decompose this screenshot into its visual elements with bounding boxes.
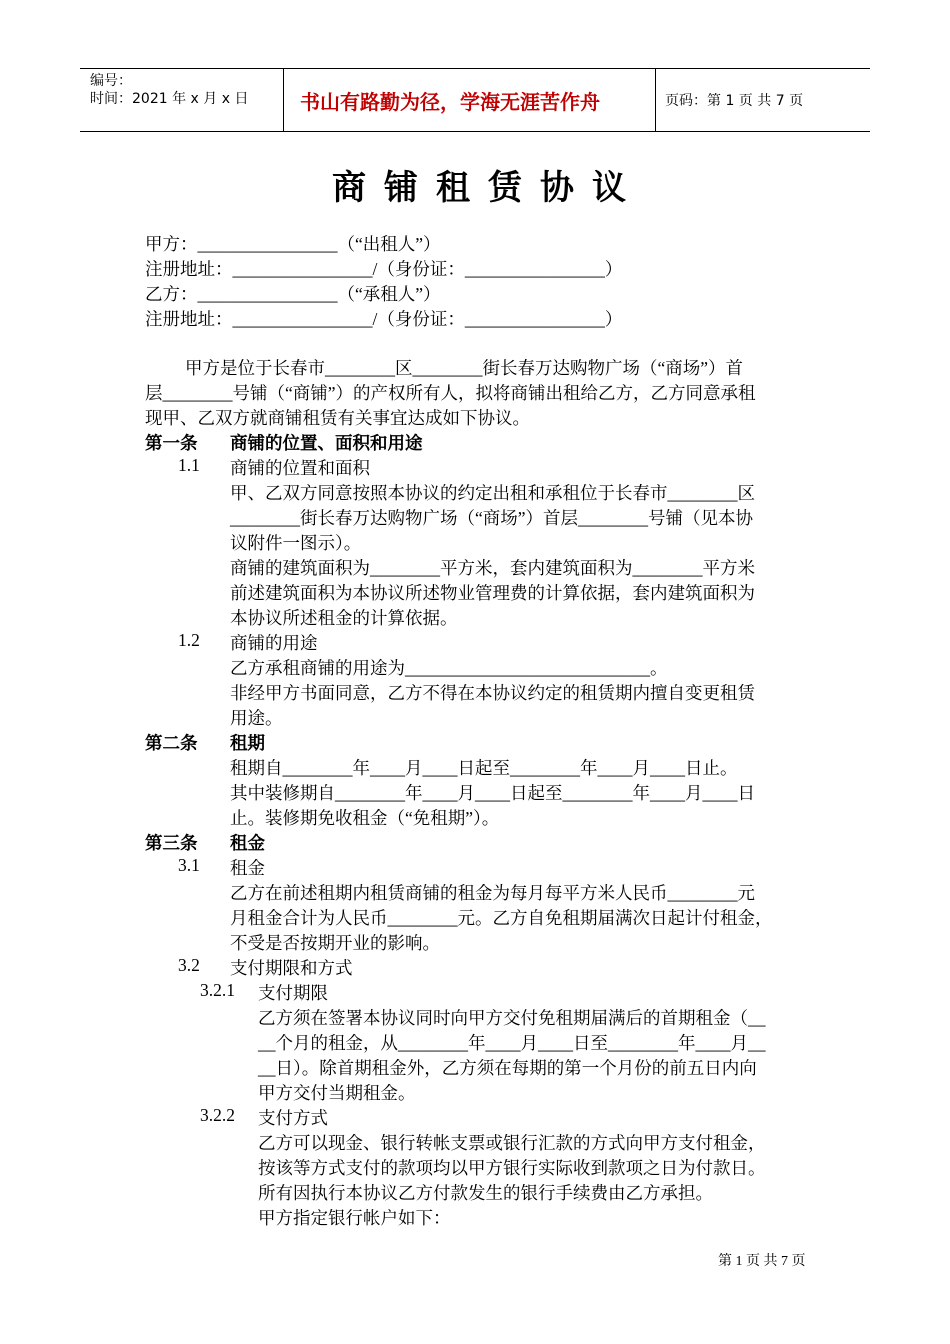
intro-line: 层________号铺（“商铺”）的产权所有人，拟将商铺出租给乙方，乙方同意承租 <box>145 383 756 403</box>
section-number: 1.1 <box>178 455 200 475</box>
section-title: 商铺的用途 <box>230 633 318 653</box>
article-number: 第二条 <box>145 733 198 753</box>
header-time-label: 时间：2021 年 x 月 x 日 <box>90 91 249 107</box>
subsection-title: 支付方式 <box>258 1108 328 1128</box>
article-title: 租期 <box>230 733 265 753</box>
body-line: 所有因执行本协议乙方付款发生的银行手续费由乙方承担。 <box>258 1183 713 1203</box>
body-line: __日）。除首期租金外，乙方须在每期的第一个月份的前五日内向 <box>258 1058 757 1078</box>
party-line: 注册地址：________________/（身份证：________________） <box>145 309 623 329</box>
section-title: 租金 <box>230 858 265 878</box>
body-line: __个月的租金，从________年____月____日至________年____月__ <box>258 1033 766 1053</box>
body-line: 按该等方式支付的款项均以甲方银行实际收到款项之日为付款日。 <box>258 1158 766 1178</box>
body-line: 月租金合计为人民币________元。乙方自免租期届满次日起计付租金， <box>230 908 773 928</box>
body-line: 其中装修期自________年____月____日起至________年____月____日 <box>230 783 755 803</box>
section-number: 3.1 <box>178 855 200 875</box>
body-line: 乙方可以现金、银行转帐支票或银行汇款的方式向甲方支付租金， <box>258 1133 766 1153</box>
header-motto: 书山有路勤为径，学海无涯苦作舟 <box>300 90 600 114</box>
header-divider <box>283 69 284 131</box>
body-line: 议附件一图示）。 <box>230 533 362 553</box>
party-line: 乙方：________________（“承租人”） <box>145 284 441 304</box>
party-line: 注册地址：________________/（身份证：________________） <box>145 259 623 279</box>
body-line: 乙方在前述租期内租赁商铺的租金为每月每平方米人民币________元 <box>230 883 755 903</box>
section-title: 商铺的位置和面积 <box>230 458 370 478</box>
header-divider <box>655 69 656 131</box>
document-title: 商铺租赁协议 <box>332 168 644 208</box>
body-line: 甲、乙双方同意按照本协议的约定出租和承租位于长春市________区 <box>230 483 755 503</box>
header-page-label: 页码：第 1 页 共 7 页 <box>665 93 804 109</box>
body-line: 乙方承租商铺的用途为____________________________。 <box>230 658 668 678</box>
article-number: 第一条 <box>145 433 198 453</box>
party-line: 甲方：________________（“出租人”） <box>145 234 441 254</box>
body-line: ________街长春万达购物广场（“商场”）首层________号铺（见本协 <box>230 508 754 528</box>
intro-line: 甲方是位于长春市________区________街长春万达购物广场（“商场”）首 <box>185 358 744 378</box>
body-line: 商铺的建筑面积为________平方米，套内建筑面积为________平方米 <box>230 558 755 578</box>
body-line: 乙方须在签署本协议同时向甲方交付免租期届满后的首期租金（__ <box>258 1008 766 1028</box>
header-number-label: 编号： <box>90 73 132 89</box>
body-line: 非经甲方书面同意，乙方不得在本协议约定的租赁期内擅自变更租赁 <box>230 683 755 703</box>
footer-page-number: 第 1 页 共 7 页 <box>718 1254 806 1269</box>
article-number: 第三条 <box>145 833 198 853</box>
article-title: 租金 <box>230 833 265 853</box>
body-line: 止。装修期免收租金（“免租期”）。 <box>230 808 500 828</box>
subsection-title: 支付期限 <box>258 983 328 1003</box>
intro-line: 现甲、乙双方就商铺租赁有关事宜达成如下协议。 <box>145 408 530 428</box>
body-line: 用途。 <box>230 708 283 728</box>
section-number: 1.2 <box>178 630 200 650</box>
subsection-number: 3.2.1 <box>200 980 235 1000</box>
body-line: 前述建筑面积为本协议所述物业管理费的计算依据，套内建筑面积为 <box>230 583 755 603</box>
section-number: 3.2 <box>178 955 200 975</box>
body-line: 不受是否按期开业的影响。 <box>230 933 440 953</box>
body-line: 甲方交付当期租金。 <box>258 1083 416 1103</box>
body-line: 甲方指定银行帐户如下： <box>258 1208 451 1228</box>
subsection-number: 3.2.2 <box>200 1105 235 1125</box>
section-title: 支付期限和方式 <box>230 958 353 978</box>
body-line: 本协议所述租金的计算依据。 <box>230 608 458 628</box>
article-title: 商铺的位置、面积和用途 <box>230 433 423 453</box>
body-line: 租期自________年____月____日起至________年____月____日止。 <box>230 758 738 778</box>
